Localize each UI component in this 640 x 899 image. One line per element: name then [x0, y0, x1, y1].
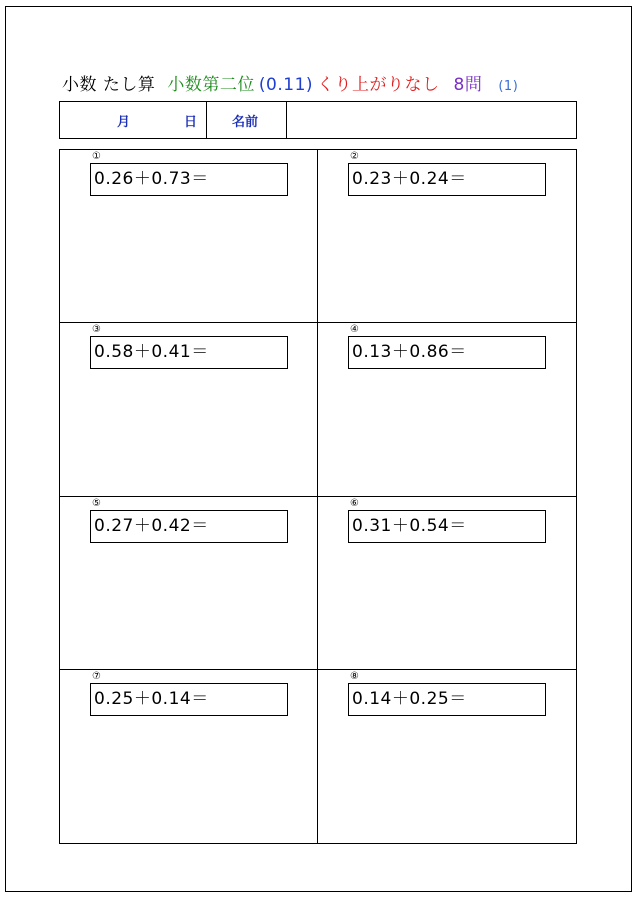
problem-expression: 0.58＋0.41＝ — [90, 336, 288, 369]
problem-cell — [60, 323, 318, 496]
problem-expression: 0.31＋0.54＝ — [348, 510, 546, 543]
problem-grid — [59, 149, 577, 844]
problem-number: ⑤ — [92, 497, 101, 509]
problem-expression: 0.25＋0.14＝ — [90, 683, 288, 716]
title-condition: くり上がりなし — [317, 75, 440, 95]
title-count: 8問 — [453, 75, 483, 95]
name-label: 名前 — [207, 102, 287, 138]
name-date-bar — [59, 101, 577, 139]
problem-expression: 0.13＋0.86＝ — [348, 336, 546, 369]
title-range: (0.11) — [258, 75, 314, 95]
problem-cell — [318, 670, 576, 843]
problem-cell — [318, 323, 576, 496]
date-field[interactable] — [60, 102, 207, 138]
problem-cell — [318, 150, 576, 323]
title-sheet-number: (1) — [498, 79, 519, 94]
problem-number: ④ — [350, 324, 359, 336]
problem-cell — [318, 497, 576, 670]
name-field[interactable] — [287, 102, 576, 138]
problem-number: ⑥ — [350, 497, 359, 509]
problem-number: ⑧ — [350, 670, 359, 682]
problem-expression: 0.23＋0.24＝ — [348, 163, 546, 196]
problem-expression: 0.26＋0.73＝ — [90, 163, 288, 196]
title-sub: 小数第二位 — [167, 75, 255, 95]
problem-cell — [60, 497, 318, 670]
day-label: 日 — [184, 115, 198, 130]
problem-number: ② — [350, 151, 359, 162]
title-main: 小数 たし算 — [62, 75, 156, 95]
problem-cell — [60, 150, 318, 323]
problem-expression: 0.14＋0.25＝ — [348, 683, 546, 716]
problem-number: ⑦ — [92, 670, 101, 682]
problem-cell — [60, 670, 318, 843]
problem-number: ③ — [92, 324, 101, 336]
worksheet-title — [62, 70, 518, 96]
problem-number: ① — [92, 151, 101, 162]
month-label: 月 — [117, 115, 131, 130]
problem-expression: 0.27＋0.42＝ — [90, 510, 288, 543]
